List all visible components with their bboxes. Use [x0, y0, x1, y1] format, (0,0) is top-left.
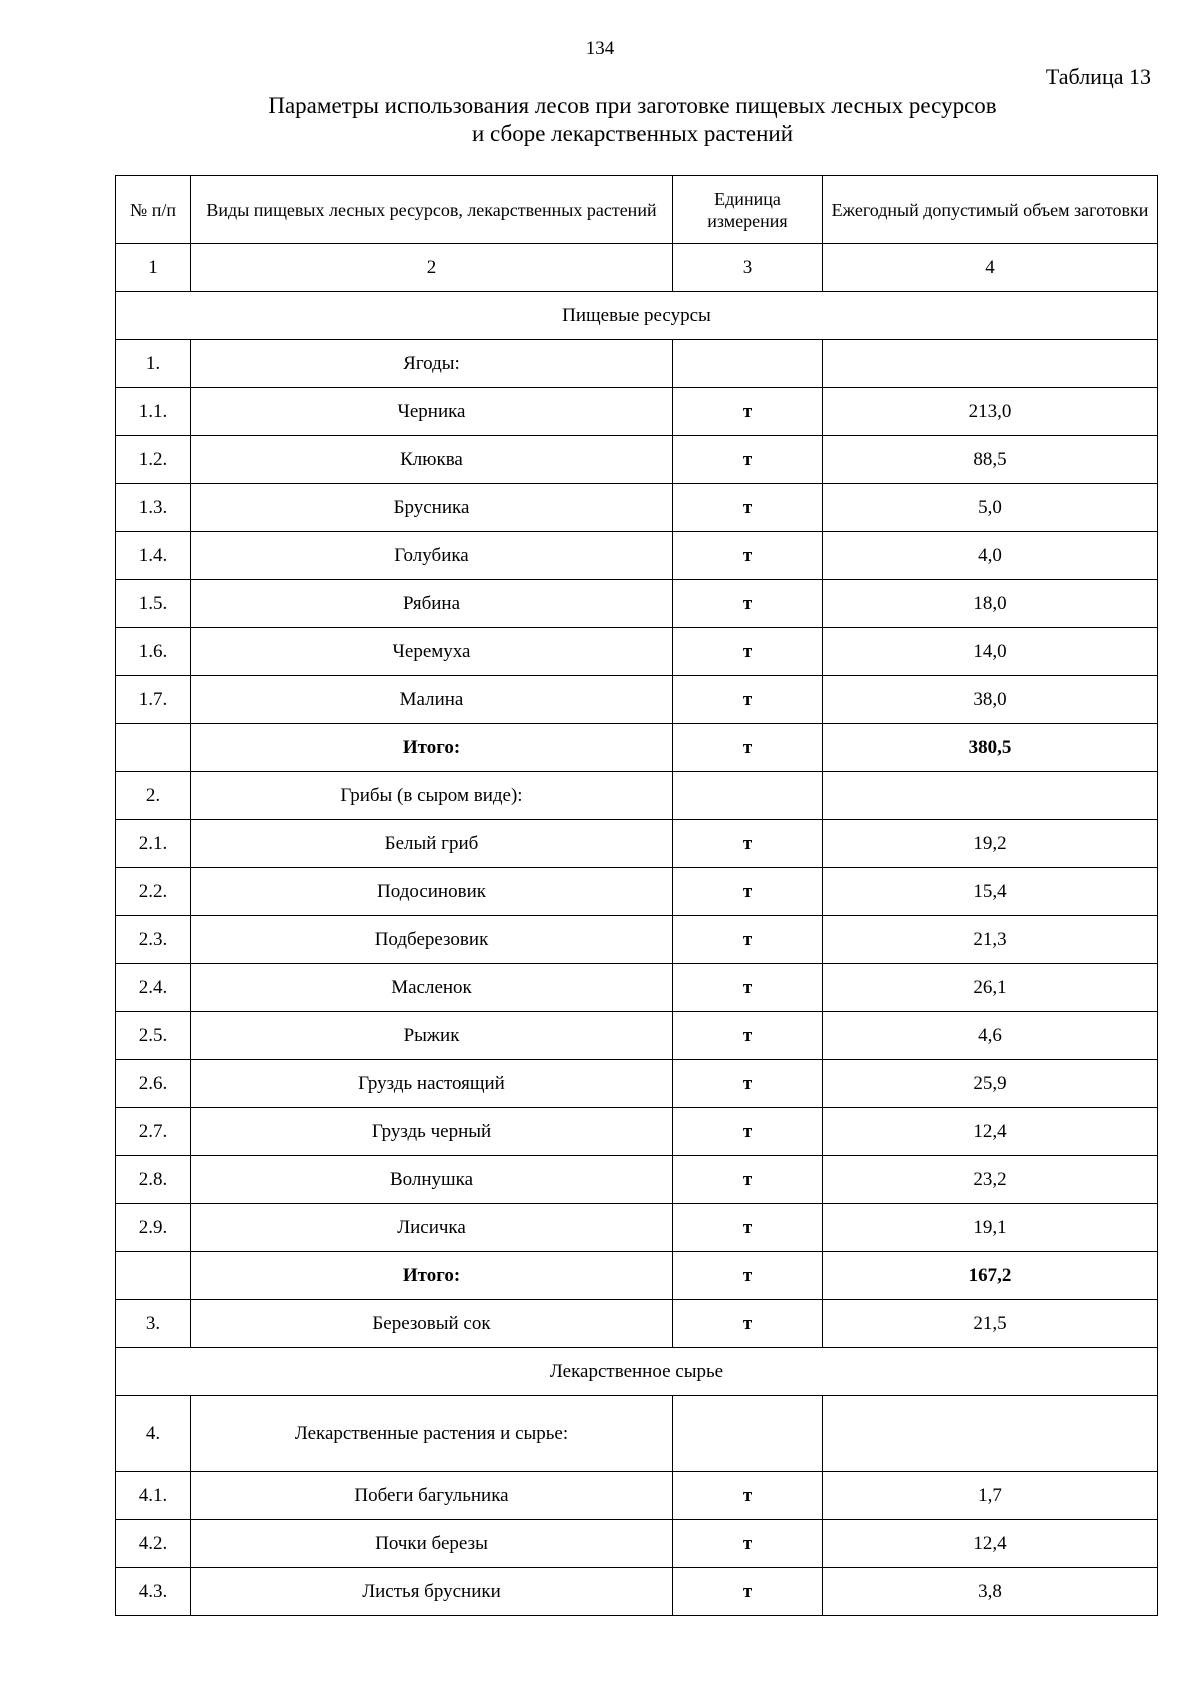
table-row — [116, 388, 1158, 436]
group-row — [116, 772, 1158, 820]
empty-cell — [673, 340, 823, 388]
table-row — [116, 1568, 1158, 1616]
table-row — [116, 580, 1158, 628]
group-name: Ягоды: — [191, 340, 673, 388]
row-num: 2.3. — [116, 916, 191, 964]
row-name: Клюква — [191, 436, 673, 484]
section-row — [116, 292, 1158, 340]
row-name: Масленок — [191, 964, 673, 1012]
row-unit: т — [673, 1108, 823, 1156]
row-num: 1.4. — [116, 532, 191, 580]
row-unit: т — [673, 916, 823, 964]
row-num: 1.5. — [116, 580, 191, 628]
table-row — [116, 916, 1158, 964]
header-row — [116, 176, 1158, 244]
row-name: Брусника — [191, 484, 673, 532]
table-row — [116, 820, 1158, 868]
row-num: 2.7. — [116, 1108, 191, 1156]
section-food-resources: Пищевые ресурсы — [116, 292, 1158, 340]
row-value: 213,0 — [823, 388, 1158, 436]
row-unit: т — [673, 1472, 823, 1520]
total-value: 167,2 — [823, 1252, 1158, 1300]
row-unit: т — [673, 580, 823, 628]
row-value: 19,1 — [823, 1204, 1158, 1252]
total-value: 380,5 — [823, 724, 1158, 772]
title-line-1: Параметры использования лесов при заготовке пищевых лесных ресурсов — [268, 93, 997, 118]
row-name: Черника — [191, 388, 673, 436]
table-row — [116, 1156, 1158, 1204]
table-row — [116, 1520, 1158, 1568]
row-num: 2.6. — [116, 1060, 191, 1108]
table-row — [116, 532, 1158, 580]
table-row — [116, 868, 1158, 916]
row-name: Черемуха — [191, 628, 673, 676]
row-value: 21,5 — [823, 1300, 1158, 1348]
row-num: 2.8. — [116, 1156, 191, 1204]
table-title — [0, 92, 1200, 148]
row-value: 1,7 — [823, 1472, 1158, 1520]
page-number: 134 — [585, 38, 615, 59]
row-unit: т — [673, 436, 823, 484]
row-name: Груздь настоящий — [191, 1060, 673, 1108]
row-unit: т — [673, 532, 823, 580]
row-unit: т — [673, 484, 823, 532]
group-row — [116, 1396, 1158, 1472]
row-unit: т — [673, 1204, 823, 1252]
row-name: Подосиновик — [191, 868, 673, 916]
col-number: 2 — [191, 244, 673, 292]
row-unit: т — [673, 676, 823, 724]
row-value: 12,4 — [823, 1108, 1158, 1156]
row-value: 3,8 — [823, 1568, 1158, 1616]
table-row — [116, 676, 1158, 724]
row-name: Рябина — [191, 580, 673, 628]
total-label: Итого: — [191, 724, 673, 772]
row-unit: т — [673, 964, 823, 1012]
table-row — [116, 628, 1158, 676]
row-value: 26,1 — [823, 964, 1158, 1012]
row-value: 15,4 — [823, 868, 1158, 916]
group-name: Грибы (в сыром виде): — [191, 772, 673, 820]
row-num: 2.4. — [116, 964, 191, 1012]
row-num: 1.3. — [116, 484, 191, 532]
table-row — [116, 964, 1158, 1012]
row-num: 2.9. — [116, 1204, 191, 1252]
group-name: Лекарственные растения и сырье: — [191, 1396, 673, 1472]
row-value: 38,0 — [823, 676, 1158, 724]
row-name: Груздь черный — [191, 1108, 673, 1156]
empty-cell — [116, 1252, 191, 1300]
row-unit: т — [673, 868, 823, 916]
row-value: 5,0 — [823, 484, 1158, 532]
row-unit: т — [673, 1156, 823, 1204]
table-row — [116, 1472, 1158, 1520]
row-name: Белый гриб — [191, 820, 673, 868]
row-value: 19,2 — [823, 820, 1158, 868]
row-num: 4.2. — [116, 1520, 191, 1568]
empty-cell — [116, 724, 191, 772]
table-row — [116, 1108, 1158, 1156]
row-num: 1.6. — [116, 628, 191, 676]
row-name: Почки березы — [191, 1520, 673, 1568]
group-num: 1. — [116, 340, 191, 388]
row-num: 1.1. — [116, 388, 191, 436]
empty-cell — [673, 1396, 823, 1472]
total-unit: т — [673, 1252, 823, 1300]
row-unit: т — [673, 1520, 823, 1568]
section-row — [116, 1348, 1158, 1396]
col-number: 1 — [116, 244, 191, 292]
row-unit: т — [673, 820, 823, 868]
row-num: 1.7. — [116, 676, 191, 724]
col-number: 4 — [823, 244, 1158, 292]
row-unit: т — [673, 1568, 823, 1616]
row-name: Малина — [191, 676, 673, 724]
total-unit: т — [673, 724, 823, 772]
row-num: 4.3. — [116, 1568, 191, 1616]
header-unit: Единица измерения — [673, 176, 823, 244]
table-row — [116, 436, 1158, 484]
row-num: 2.5. — [116, 1012, 191, 1060]
row-name: Березовый сок — [191, 1300, 673, 1348]
row-name: Лисичка — [191, 1204, 673, 1252]
table-row — [116, 484, 1158, 532]
row-value: 23,2 — [823, 1156, 1158, 1204]
table-row — [116, 1204, 1158, 1252]
section-medicinal: Лекарственное сырье — [116, 1348, 1158, 1396]
header-num: № п/п — [116, 176, 191, 244]
row-name: Волнушка — [191, 1156, 673, 1204]
row-name: Побеги багульника — [191, 1472, 673, 1520]
row-value: 18,0 — [823, 580, 1158, 628]
row-unit: т — [673, 1300, 823, 1348]
row-unit: т — [673, 1012, 823, 1060]
empty-cell — [823, 1396, 1158, 1472]
header-type: Виды пищевых лесных ресурсов, лекарственных растений — [191, 176, 673, 244]
row-value: 12,4 — [823, 1520, 1158, 1568]
row-num: 4.1. — [116, 1472, 191, 1520]
header-volume: Ежегодный допустимый объем заготовки — [823, 176, 1158, 244]
row-value: 14,0 — [823, 628, 1158, 676]
row-value: 25,9 — [823, 1060, 1158, 1108]
group-num: 4. — [116, 1396, 191, 1472]
resources-table — [115, 175, 1158, 1616]
row-unit: т — [673, 388, 823, 436]
title-line-2: и сборе лекарственных растений — [471, 121, 794, 146]
total-row — [116, 1252, 1158, 1300]
row-name: Подберезовик — [191, 916, 673, 964]
row-unit: т — [673, 1060, 823, 1108]
row-num: 1.2. — [116, 436, 191, 484]
total-row — [116, 724, 1158, 772]
row-value: 4,0 — [823, 532, 1158, 580]
group-row — [116, 340, 1158, 388]
empty-cell — [673, 772, 823, 820]
row-name: Голубика — [191, 532, 673, 580]
row-name: Рыжик — [191, 1012, 673, 1060]
row-value: 4,6 — [823, 1012, 1158, 1060]
row-value: 21,3 — [823, 916, 1158, 964]
row-value: 88,5 — [823, 436, 1158, 484]
row-num: 2.1. — [116, 820, 191, 868]
row-num: 2.2. — [116, 868, 191, 916]
table-row — [116, 1300, 1158, 1348]
empty-cell — [823, 772, 1158, 820]
empty-cell — [823, 340, 1158, 388]
group-num: 2. — [116, 772, 191, 820]
total-label: Итого: — [191, 1252, 673, 1300]
column-number-row — [116, 244, 1158, 292]
table-row — [116, 1012, 1158, 1060]
row-unit: т — [673, 628, 823, 676]
row-name: Листья брусники — [191, 1568, 673, 1616]
col-number: 3 — [673, 244, 823, 292]
row-num: 3. — [116, 1300, 191, 1348]
table-label: Таблица 13 — [1045, 64, 1151, 89]
table-row — [116, 1060, 1158, 1108]
